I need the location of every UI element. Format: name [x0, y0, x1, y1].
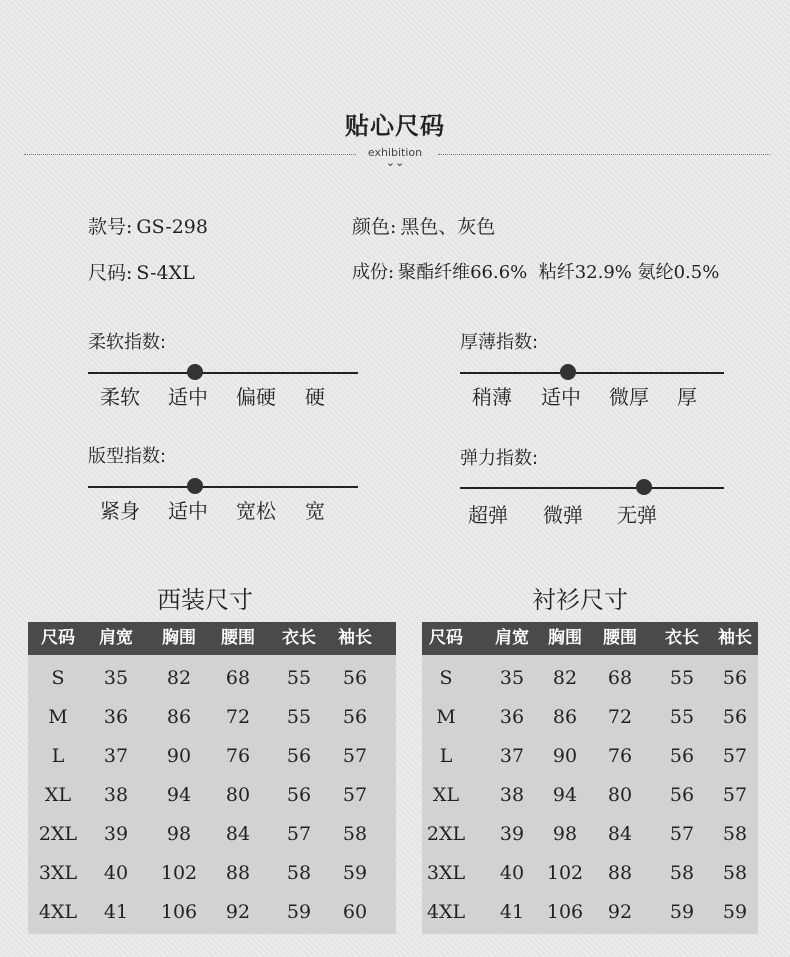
table-cell: 37: [103, 745, 129, 767]
table-cell: 59: [722, 901, 748, 923]
table-cell: 3XL: [38, 862, 78, 884]
size-value: S-4XL: [136, 262, 195, 284]
table-cell: 57: [286, 823, 312, 845]
index-scale-bar: [460, 372, 724, 374]
table-cell: 55: [286, 667, 312, 689]
table-header-cell: 衣长: [665, 628, 699, 648]
table-cell: 3XL: [426, 862, 466, 884]
size-range: [88, 258, 195, 285]
index-scale-bar: [88, 372, 358, 374]
table-title: 衬衫尺寸: [532, 586, 628, 614]
table-header: [28, 622, 396, 655]
index-title: 柔软指数:: [88, 332, 167, 353]
table-cell: 68: [607, 667, 633, 689]
index-scale-bar: [88, 486, 358, 488]
table-cell: 82: [552, 667, 578, 689]
color-label: 颜色:: [352, 216, 397, 238]
index-level-label: 柔软: [100, 385, 140, 409]
table-cell: 90: [166, 745, 192, 767]
table-cell: 57: [342, 784, 368, 806]
table-header-cell: 腰围: [603, 628, 637, 648]
color-info: [352, 212, 495, 239]
table-header-cell: 袖长: [718, 628, 752, 648]
table-cell: 59: [342, 862, 368, 884]
table-cell: 56: [286, 745, 312, 767]
table-cell: 88: [607, 862, 633, 884]
index-indicator: [636, 479, 652, 495]
table-cell: 72: [607, 706, 633, 728]
index-indicator: [560, 364, 576, 380]
size-table: [422, 622, 758, 934]
table-cell: XL: [44, 784, 72, 806]
table-cell: 82: [166, 667, 192, 689]
table-cell: 35: [499, 667, 525, 689]
table-cell: 98: [552, 823, 578, 845]
table-cell: 55: [669, 706, 695, 728]
table-cell: 56: [722, 667, 748, 689]
material-label: 成份:: [352, 262, 395, 283]
index-level-label: 适中: [168, 385, 208, 409]
material-value: 聚酯纤维66.6% 粘纤32.9% 氨纶0.5%: [398, 262, 720, 283]
size-label: 尺码:: [88, 262, 133, 284]
table-cell: 41: [499, 901, 525, 923]
style-value: GS-298: [136, 216, 208, 238]
table-cell: 56: [669, 745, 695, 767]
style-number: [88, 212, 208, 239]
size-table: [28, 622, 396, 934]
table-cell: 38: [103, 784, 129, 806]
table-cell: 92: [225, 901, 251, 923]
table-cell: 57: [669, 823, 695, 845]
table-cell: 94: [166, 784, 192, 806]
index-level-label: 宽松: [236, 499, 276, 523]
index-level-label: 适中: [168, 499, 208, 523]
table-header-cell: 肩宽: [495, 628, 529, 648]
table-cell: 84: [607, 823, 633, 845]
style-label: 款号:: [88, 216, 133, 238]
table-cell: L: [439, 745, 453, 767]
table-cell: 92: [607, 901, 633, 923]
table-cell: 86: [552, 706, 578, 728]
table-cell: 39: [499, 823, 525, 845]
table-cell: 37: [499, 745, 525, 767]
index-title: 厚薄指数:: [460, 332, 539, 353]
table-cell: 56: [722, 706, 748, 728]
table-cell: 57: [722, 784, 748, 806]
table-cell: 58: [669, 862, 695, 884]
table-cell: 2XL: [38, 823, 78, 845]
subtitle: exhibition: [367, 146, 423, 159]
table-cell: 60: [342, 901, 368, 923]
table-cell: M: [436, 706, 456, 728]
table-cell: 58: [722, 823, 748, 845]
table-cell: 57: [342, 745, 368, 767]
table-header-cell: 尺码: [41, 628, 75, 648]
table-cell: L: [51, 745, 65, 767]
table-header-cell: 腰围: [221, 628, 255, 648]
table-header-cell: 胸围: [162, 628, 196, 648]
index-level-label: 无弹: [617, 503, 657, 527]
table-cell: 76: [225, 745, 251, 767]
index-title: 版型指数:: [88, 446, 167, 467]
table-cell: 56: [286, 784, 312, 806]
table-cell: 106: [160, 901, 198, 923]
table-cell: 35: [103, 667, 129, 689]
table-cell: S: [439, 667, 453, 689]
table-cell: 38: [499, 784, 525, 806]
table-cell: 88: [225, 862, 251, 884]
chevron-down-icon: ⌄⌄: [385, 156, 405, 169]
table-header-cell: 袖长: [338, 628, 372, 648]
index-level-label: 适中: [541, 385, 581, 409]
table-cell: 40: [103, 862, 129, 884]
index-level-label: 宽: [305, 499, 325, 523]
table-cell: 80: [225, 784, 251, 806]
index-level-label: 硬: [305, 385, 325, 409]
table-cell: 58: [722, 862, 748, 884]
table-cell: S: [51, 667, 65, 689]
table-cell: 84: [225, 823, 251, 845]
table-cell: 68: [225, 667, 251, 689]
table-header-cell: 尺码: [429, 628, 463, 648]
table-cell: 72: [225, 706, 251, 728]
table-header-cell: 衣长: [282, 628, 316, 648]
index-level-label: 厚: [677, 385, 697, 409]
table-cell: 58: [342, 823, 368, 845]
table-cell: 86: [166, 706, 192, 728]
table-cell: 36: [103, 706, 129, 728]
index-level-label: 稍薄: [472, 385, 512, 409]
index-indicator: [187, 364, 203, 380]
table-cell: 90: [552, 745, 578, 767]
table-cell: M: [48, 706, 68, 728]
table-cell: 56: [669, 784, 695, 806]
table-cell: 98: [166, 823, 192, 845]
table-cell: 2XL: [426, 823, 466, 845]
table-header-cell: 肩宽: [99, 628, 133, 648]
index-indicator: [187, 478, 203, 494]
table-cell: 59: [286, 901, 312, 923]
table-cell: 55: [286, 706, 312, 728]
table-cell: 40: [499, 862, 525, 884]
table-cell: 102: [160, 862, 198, 884]
index-level-label: 紧身: [100, 499, 140, 523]
material-info: [352, 258, 719, 284]
color-value: 黑色、灰色: [400, 216, 496, 238]
index-title: 弹力指数:: [460, 448, 539, 469]
table-cell: 106: [546, 901, 584, 923]
table-cell: 39: [103, 823, 129, 845]
table-cell: 59: [669, 901, 695, 923]
table-header: [422, 622, 758, 655]
table-cell: 56: [342, 667, 368, 689]
table-cell: 102: [546, 862, 584, 884]
table-cell: 41: [103, 901, 129, 923]
index-level-label: 偏硬: [236, 385, 276, 409]
table-cell: 80: [607, 784, 633, 806]
table-cell: 57: [722, 745, 748, 767]
index-level-label: 超弹: [468, 503, 508, 527]
table-cell: 55: [669, 667, 695, 689]
table-cell: XL: [432, 784, 460, 806]
table-cell: 56: [342, 706, 368, 728]
index-level-label: 微厚: [609, 385, 649, 409]
index-level-label: 微弹: [543, 503, 583, 527]
page-title: 贴心尺码: [345, 112, 445, 140]
table-cell: 36: [499, 706, 525, 728]
table-cell: 76: [607, 745, 633, 767]
table-cell: 4XL: [38, 901, 78, 923]
index-scale-bar: [460, 487, 724, 489]
table-cell: 4XL: [426, 901, 466, 923]
table-header-cell: 胸围: [548, 628, 582, 648]
table-cell: 58: [286, 862, 312, 884]
table-cell: 94: [552, 784, 578, 806]
table-title: 西装尺寸: [157, 586, 253, 614]
